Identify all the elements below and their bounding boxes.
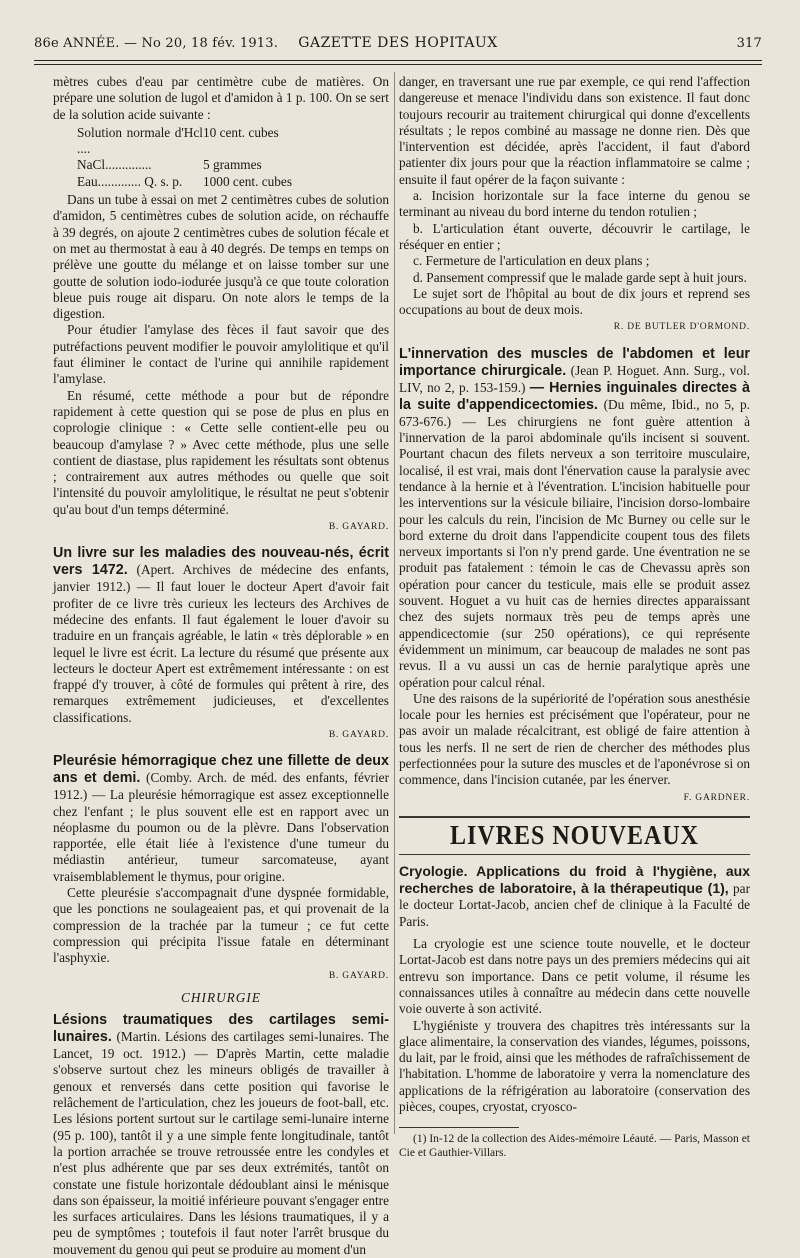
article-heading (53, 753, 389, 885)
article-body: — Les chirurgiens ne font guère attention à l'innervation de la paroi abdominale qu'ils incisent si souvent. Pourtant chacun des filets nerveux a son territoire musculaire, localisé, il est vrai, mais dont l'énervation cause la paralysie avec tendance à la hernie et à l'éventration. L'incision habituelle pour les interventions sur la vésicule biliaire, l'incision dorso-lombaire pour les calculs du rein, l'incision de Mc Burney ou celle sur le bord externe du droit dans l'appendicite coupent tous des filets nerveux importants si l'on n'y prend garde. Une éventration ne se produit pas fatalement : témoin le cas de Chevassu après son opération pour cancer du testicule, mais elle se produit assez souvent. Hoguet a vu huit cas de hernies directes apparaissant chez des sujets normaux très peu de temps après une appendicectomie (sur 250 opérations), ce qui représente évidemment un minimum, car beaucoup de malades ne sont pas revus. Il a vu aussi un cas de hernie paralytique après une opération pour calcul rénal. (399, 413, 750, 690)
book-title: Cryologie. Applications du froid à l'hygiène, aux recherches de laboratoire, à la thérapeutique (1), (399, 862, 750, 897)
formula-amount: 1000 cent. cubes (203, 173, 292, 189)
procedure-step: a. Incision horizontale sur la face interne du genou se terminant au niveau du bord interne du tendon rotulien ; (399, 188, 750, 220)
header-rule-secondary (34, 64, 762, 65)
article-title: L'innervation des muscles de l'abdomen et leur importance chirurgicale. (399, 345, 750, 379)
article-reference: (Jean P. Hoguet. Ann. Surg., vol. LIV, no 2, p. 153-159.) (399, 362, 750, 395)
article-body: — D'après Martin, cette maladie s'observe surtout chez les mineurs obligés de travailler à genoux et renversés dans cette position qui favorise le relâchement de l'articulation, chez les joueurs de foot-ball, etc. Les lésions portent surtout sur le cartilage semi-lunaire interne (95 p. 100), tantôt il y a une simple fente longitudinale, tantôt la portion arrachée se trouve retroussée entre les condyles et n'est plus adhérente que par ses deux extrémités, tantôt on constate une fistule horizontale dédoublant ainsi le ménisque dans son épaisseur, la moitié inférieure pouvant s'engager entre les surfaces articulaires. Dans les lésions traumatiques, il y a peu de symptômes ; toutefois il faut noter l'arrêt brusque du mouvement du genou qui peut se produire au moment d'un (53, 1046, 390, 1257)
procedure-step: b. L'articulation étant ouverte, découvrir le cartilage, le réséquer en entier ; (399, 220, 750, 252)
author-signature: B. GAYARD. (328, 522, 389, 533)
paragraph: Une des raisons de la supériorité de l'opération sous anesthésie locale pour les hernies est précisément que l'opérateur, pour ne pas avoir un malade récalcitrant, est obligé de faire attention à tous les nerfs. Il ne sert de rien de chercher des méthodes plus perfectionnées pour la suture des muscles et de l'aponévrose si on commence, dans l'incision cutanée, par les énerver. (399, 690, 750, 788)
formula-row (77, 174, 389, 190)
header-rule (34, 60, 762, 61)
article-heading (53, 1012, 389, 1258)
livres-header-box (399, 816, 750, 855)
journal-title: GAZETTE DES HOPITAUX (298, 35, 498, 51)
formula-row (77, 125, 389, 158)
section-title: CHIRURGIE (181, 989, 261, 1005)
page-number: 317 (736, 36, 762, 51)
article-reference: (Comby. Arch. de méd. des enfants, février 1912.) (53, 770, 389, 803)
footnote-rule (399, 1127, 519, 1128)
article-body: — Il faut louer le docteur Apert d'avoir fait profiter de ce livre très curieux les lecteurs des Archives de médecine des enfants. Il faut également le louer d'avoir su traduire en un français agréable, le latin « très déplorable » en lequel le livre est écrit. La lecture du résumé que présente aux lecteurs le docteur Apert est extrêmement intéressante : on est frappé d'y trouver, à côté de formules qui prêtent à rire, des remarques extrêmement judicieuses, et d'excellentes classifications. (53, 579, 389, 725)
left-column (53, 74, 389, 1258)
procedure-step: d. Pansement compressif que le malade garde sept à huit jours. (413, 269, 747, 285)
right-column (399, 74, 750, 1160)
article-body: — La pleurésie hémorragique est assez exceptionnelle chez l'enfant ; le plus souvent elle est en rapport avec un néoplasme du poumon ou de la plèvre. Dans l'observation rapportée, elle était liée à l'existence d'une tumeur du médiastin antérieur, tumeur sarcomateuse, ayant vraisemblablement le thymus, pour origine. (53, 787, 389, 884)
author-signature: F. GARDNER. (683, 792, 750, 803)
book-author: par le docteur Lortat-Jacob, ancien chef de clinique à la Faculté de Paris. (399, 881, 750, 929)
formula-name: NaCl.............. (77, 157, 152, 173)
page-header (34, 32, 762, 56)
author-signature: B. GAYARD. (328, 729, 389, 740)
article-reference: (Martin. Lésions des cartilages semi-lunaires. The Lancet, 19 oct. 1912.) (53, 1029, 389, 1062)
paragraph: Dans un tube à essai on met 2 centimètres cubes de solution d'amidon, 5 centimètres cubes de solution acide, on réchauffe à 39 degrés, on ajoute 2 centimètres cubes de solution fécale et on met au thermostat à eau à 40 degrés. De temps en temps on prélève une goutte du mélange et on laisse tomber sur une goutte de solution iodo-iodurée jusqu'à ce que toute coloration bleue puis rouge ait disparu. On note alors le temps de la digestion. (53, 192, 389, 322)
article-subtitle: — Hernies inguinales directes à la suite d'appendicectomies. (399, 379, 750, 413)
paragraph: mètres cubes d'eau par centimètre cube de matières. On prépare une solution de lugol et d'amidon à 1 p. 100. On se sert de la solution acide suivante : (53, 74, 389, 122)
paragraph: La cryologie est une science toute nouvelle, et le docteur Lortat-Jacob est dans notre pays un des premiers médecins qui ait entrevu son importance. Dans ce petit volume, il résume les connaissances utiles à connaître au médecin dans cette nouvelle voie ouverte à son activité. (399, 936, 750, 1017)
paragraph: L'hygiéniste y trouvera des chapitres très intéressants sur la glace alimentaire, la conservation des viandes, légumes, poissons, du lait, par le froid, ainsi que les méthodes de rafraîchissement de l'habitation. L'homme de laboratoire y verra la nomenclature des applications de la réfrigération au laboratoire (conservation des pièces, coupes, cryostat, cryosco- (399, 1017, 750, 1115)
article-title: Un livre sur les maladies des nouveau-nés, écrit vers 1472. (53, 545, 389, 579)
author-signature: R. DE BUTLER D'ORMOND. (613, 322, 750, 333)
book-heading (399, 863, 750, 930)
article-reference: (Du même, Ibid., no 5, p. 673-676.) (399, 396, 750, 429)
paragraph: Cette pleurésie s'accompagnait d'une dyspnée formidable, que les ponctions ne soulageaient pas, et qui provenait de la compression de la trachée par la tumeur ; ce fut cette compression qui précipita l'issue fatale en déterminant l'asphyxie. (53, 885, 389, 966)
article-title: Pleurésie hémorragique chez une fillette de deux ans et demi. (53, 753, 389, 787)
issue-line: 86e ANNÉE. — No 20, 18 fév. 1913. (34, 36, 279, 51)
article-title: Lésions traumatiques des cartilages semi-lunaires. (53, 1012, 389, 1046)
procedure-step: c. Fermeture de l'articulation en deux plans ; (413, 253, 650, 269)
formula-amount: 5 grammes (203, 157, 262, 173)
formula-name: Eau............. Q. s. p. (77, 173, 183, 189)
paragraph: En résumé, cette méthode a pour but de répondre rapidement à cette question qui se pose de plus en plus en coprologie clinique : « Cette selle contient-elle peu ou beaucoup d'amylase ? » Avec cette méthode, plus une selle contient de diastase, plus rapidement les résultats sont obtenus ; contrairement aux autres méthodes ou quelle que soit l'intensité du pouvoir amylolitique, le résultat ne peut s'obtenir qu'au bout d'un temps déterminé. (53, 387, 389, 517)
section-title: LIVRES NOUVEAUX (449, 820, 700, 851)
column-divider (394, 72, 395, 1134)
formula-row (77, 157, 389, 173)
footnote: (1) In-12 de la collection des Aides-mémoire Léauté. — Paris, Masson et Cie et Gauthier-Villars. (399, 1133, 750, 1160)
formula-name: Solution normale d'Hcl .... (77, 124, 203, 157)
paragraph: Pour étudier l'amylase des fèces il faut savoir que des putréfactions peuvent modifier le pouvoir amylolitique et qu'il faut éliminer le contact de l'urine qui annihile rapidement l'amylase. (53, 322, 389, 387)
article-heading (399, 346, 750, 691)
formula-block (77, 125, 389, 190)
paragraph: Le sujet sort de l'hôpital au bout de dix jours et reprend ses occupations au bout de deux mois. (399, 285, 750, 318)
article-heading (53, 545, 389, 726)
paragraph: danger, en traversant une rue par exemple, ce qui rend l'affection dangereuse et menace l'individu dans son existence. Il faut donc toujours recourir au traitement chirurgical qui donne d'excellents résultats ; le repos combiné au massage ne donne rien. Dès que l'intervention est décidée, après l'accident, il faut d'abord patienter dix jours pour que la réaction inflammatoire se calme ; ensuite il faut opérer de la façon suivante : (399, 74, 750, 187)
formula-amount: 10 cent. cubes (203, 124, 279, 140)
author-signature: B. GAYARD. (328, 970, 389, 981)
article-reference: (Apert. Archives de médecine des enfants, janvier 1912.) (53, 562, 389, 595)
